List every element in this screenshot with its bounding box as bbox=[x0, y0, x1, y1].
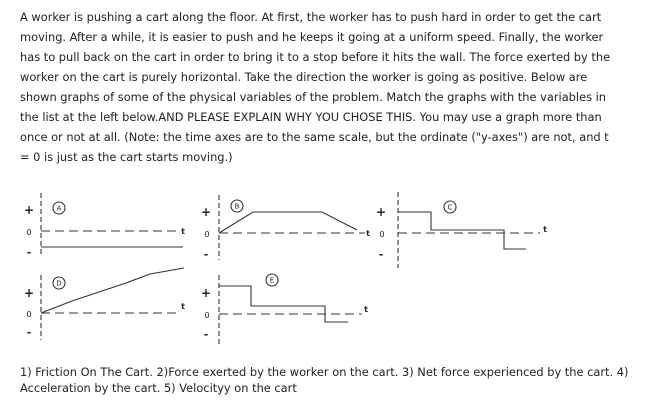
graph-d-plus: + bbox=[23, 286, 35, 300]
graph-b-zero: 0 bbox=[204, 230, 210, 239]
graph-e-minus: - bbox=[203, 328, 209, 341]
graph-a-label: A bbox=[56, 204, 62, 213]
graph-a-zero: 0 bbox=[26, 228, 32, 237]
graph-d-label: D bbox=[56, 279, 62, 288]
graph-d-minus: - bbox=[26, 326, 32, 339]
graph-b-t-label: t bbox=[366, 229, 370, 238]
graph-c-zero: 0 bbox=[379, 230, 385, 239]
graph-d-t-label: t bbox=[181, 302, 185, 311]
graph-e-zero: 0 bbox=[204, 311, 210, 320]
graph-e-label: E bbox=[269, 276, 275, 285]
graph-c-t-label: t bbox=[543, 225, 547, 234]
problem-statement: A worker is pushing a cart along the floor. At first, the worker has to push hard in order to get the cart moving. After a while, it is easier to push and he keeps it going at a uniform speed. Finally, the worker has to pull back on the cart in order to bring it to a stop before it hits the wall. The force exerted by the worker on the cart is purely horizontal. Take the direction the worker is going as positive. Below are shown graphs of some of the physical variables of the problem. Match the graphs with the variables in the list at the left below.AND PLEASE EXPLAIN WHY YOU CHOSE THIS. You may use a graph more than once or not at all. (Note: the time axes are to the same scale, but the ordinate ("y-axes") are not, and t = 0 is just as the cart starts moving.) bbox=[20, 10, 611, 164]
graph-b-plus: + bbox=[200, 205, 212, 219]
graph-d-curve bbox=[41, 268, 184, 313]
graph-a-plus: + bbox=[23, 203, 35, 217]
graph-b-minus: - bbox=[203, 248, 209, 261]
graph-c-minus: - bbox=[378, 248, 384, 261]
graph-c-label: C bbox=[447, 203, 453, 212]
graph-e bbox=[201, 274, 368, 345]
graph-b bbox=[201, 195, 370, 261]
graph-b-curve bbox=[219, 212, 357, 233]
graph-a bbox=[24, 193, 185, 259]
graph-a-t-label: t bbox=[181, 227, 185, 236]
variables-list: 1) Friction On The Cart. 2)Force exerted by the worker on the cart. 3) Net force experienced by the cart. 4) Acceleration by the cart. 5) Velocityy on the cart bbox=[20, 365, 629, 395]
graph-e-curve bbox=[219, 286, 348, 322]
graph-e-t-label: t bbox=[364, 305, 368, 314]
graph-c bbox=[376, 192, 547, 268]
graph-d bbox=[24, 268, 185, 340]
graph-e-plus: + bbox=[200, 286, 212, 300]
graph-b-label: B bbox=[234, 202, 240, 211]
graph-c-curve bbox=[398, 212, 526, 249]
graph-c-plus: + bbox=[375, 205, 387, 219]
graph-d-zero: 0 bbox=[26, 310, 32, 319]
graph-a-minus: - bbox=[26, 246, 32, 259]
